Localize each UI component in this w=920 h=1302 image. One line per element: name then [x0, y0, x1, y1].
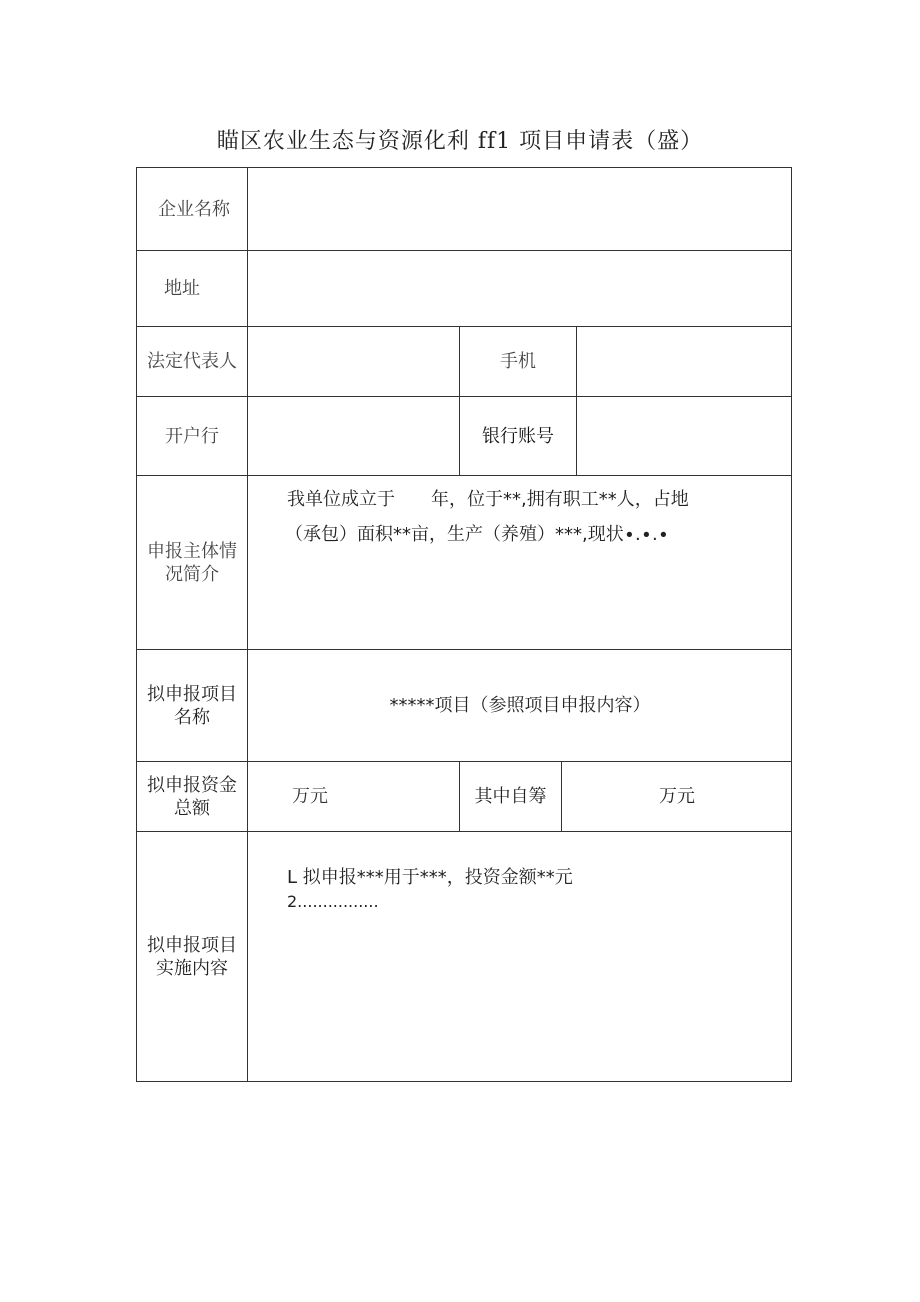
implementation-label — [137, 832, 247, 1082]
mobile-field[interactable] — [577, 327, 792, 396]
bank-account-label: 银行账号 — [482, 425, 554, 447]
implementation-text-line1: L 拟申报***用于***，投资金额**元 — [287, 867, 573, 888]
legal-rep-label: 法定代表人 — [147, 351, 237, 372]
intro-field[interactable] — [287, 482, 757, 552]
bank-label: 开户行 — [165, 425, 219, 447]
intro-label-line2: 况简介 — [165, 563, 219, 585]
total-funds-label-line2: 总额 — [174, 797, 210, 819]
intro-text-line1: 我单位成立于 年，位于**,拥有职工**人，占地 — [287, 489, 689, 510]
project-name-field[interactable]: *****项目（参照项目申报内容） — [389, 695, 651, 716]
project-name-label-line2: 名称 — [174, 706, 210, 728]
intro-text-line2: （承包）面积**亩，生产（养殖）***,现状∙.∙.∙ — [285, 524, 669, 545]
mobile-label: 手机 — [500, 351, 536, 372]
company-name-field[interactable] — [248, 168, 792, 250]
implementation-label-line2: 实施内容 — [156, 958, 228, 979]
self-funded-label: 其中自筹 — [474, 786, 547, 807]
implementation-label-line1: 拟申报项目 — [147, 935, 237, 956]
implementation-text-line2: 2................ — [287, 892, 379, 911]
implementation-field[interactable] — [287, 864, 573, 912]
application-form-table — [136, 167, 792, 1082]
bank-field[interactable] — [248, 397, 459, 475]
company-name-label: 企业名称 — [158, 198, 230, 220]
project-name-label-line1: 拟申报项目 — [147, 683, 237, 705]
total-funds-label — [137, 762, 247, 831]
legal-rep-field[interactable] — [248, 327, 459, 396]
intro-label — [137, 476, 247, 649]
address-label: 地址 — [164, 278, 200, 299]
bank-account-field[interactable] — [577, 397, 792, 475]
intro-label-line1: 申报主体情 — [147, 540, 237, 562]
project-name-label — [137, 650, 247, 761]
total-funds-label-line1: 拟申报资金 — [147, 774, 237, 796]
address-field[interactable] — [248, 251, 792, 326]
self-funded-field[interactable]: 万元 — [659, 786, 695, 807]
form-title: 瞄区农业生态与资源化利 ff1 项目申请表（盛） — [216, 129, 704, 154]
total-funds-field[interactable]: 万元 — [292, 786, 328, 807]
